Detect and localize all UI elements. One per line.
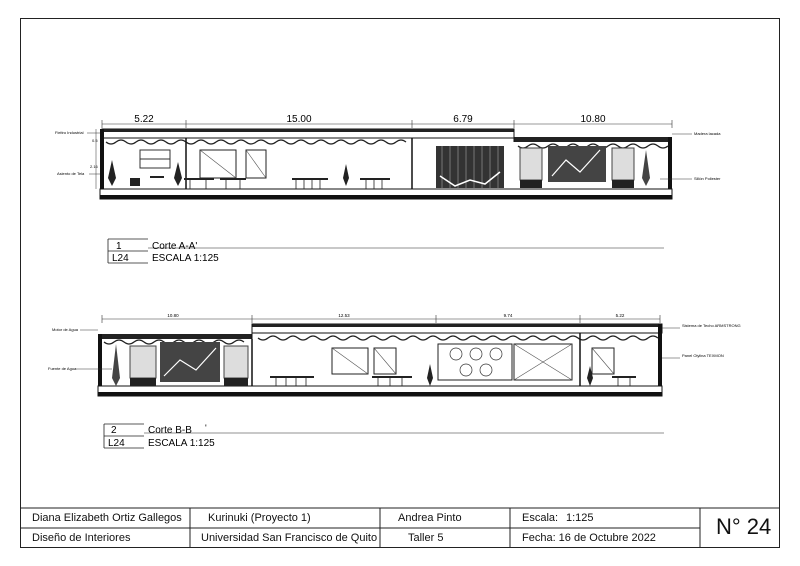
- project-name: Kurinuki (Proyecto 1): [208, 512, 311, 524]
- university-name: Universidad San Francisco de Quito: [201, 532, 378, 544]
- note-b-left-2: Fuente de Agua: [48, 366, 77, 371]
- scale-value: 1:125: [566, 512, 594, 524]
- dim-b-4: 5.22: [615, 313, 625, 318]
- dim-a-2: 15.00: [286, 114, 312, 125]
- level-a-1: 0.5: [92, 138, 98, 143]
- note-b-right-1: Sistema de Techo ARMSTRONG: [682, 323, 741, 328]
- dim-a-3: 6.79: [453, 114, 473, 125]
- section-b-sheet: L24: [108, 438, 125, 449]
- section-a-title: Corte A-A': [152, 241, 198, 252]
- dim-a-1: 5.22: [134, 114, 154, 125]
- section-b-tick: ': [205, 423, 207, 433]
- note-b-left-1: Motor de Agua: [52, 327, 79, 332]
- note-a-right-2: Sillón Poliester: [694, 176, 721, 181]
- tutor-name: Andrea Pinto: [398, 512, 462, 524]
- scale-label: Escala:: [522, 512, 559, 524]
- note-a-right-1: Madera lacada: [694, 131, 721, 136]
- dim-b-2: 12.53: [338, 313, 350, 318]
- author-name: Diana Elizabeth Ortiz Gallegos: [32, 512, 182, 524]
- date: Fecha: 16 de Octubre 2022: [522, 532, 656, 544]
- dim-b-1: 10.80: [167, 313, 179, 318]
- note-a-left-1: Fieltro Industrial: [55, 130, 84, 135]
- dim-a-4: 10.80: [580, 114, 606, 125]
- section-a-sheet: L24: [112, 253, 129, 264]
- section-a-scale: ESCALA 1:125: [152, 253, 219, 264]
- sheet-number: N° 24: [716, 514, 772, 539]
- level-a-2: 2.16: [90, 164, 98, 169]
- section-b-scale: ESCALA 1:125: [148, 438, 215, 449]
- section-a-number: 1: [116, 241, 122, 252]
- section-b-title: Corte B-B: [148, 425, 192, 436]
- note-a-left-2: Asiento de Tela: [57, 171, 85, 176]
- note-b-right-2: Panel Olylina TEXMON: [682, 353, 724, 358]
- dim-b-3: 9.74: [503, 313, 513, 318]
- program-name: Diseño de Interiores: [32, 532, 131, 544]
- section-b-number: 2: [111, 425, 117, 436]
- course-name: Taller 5: [408, 532, 444, 544]
